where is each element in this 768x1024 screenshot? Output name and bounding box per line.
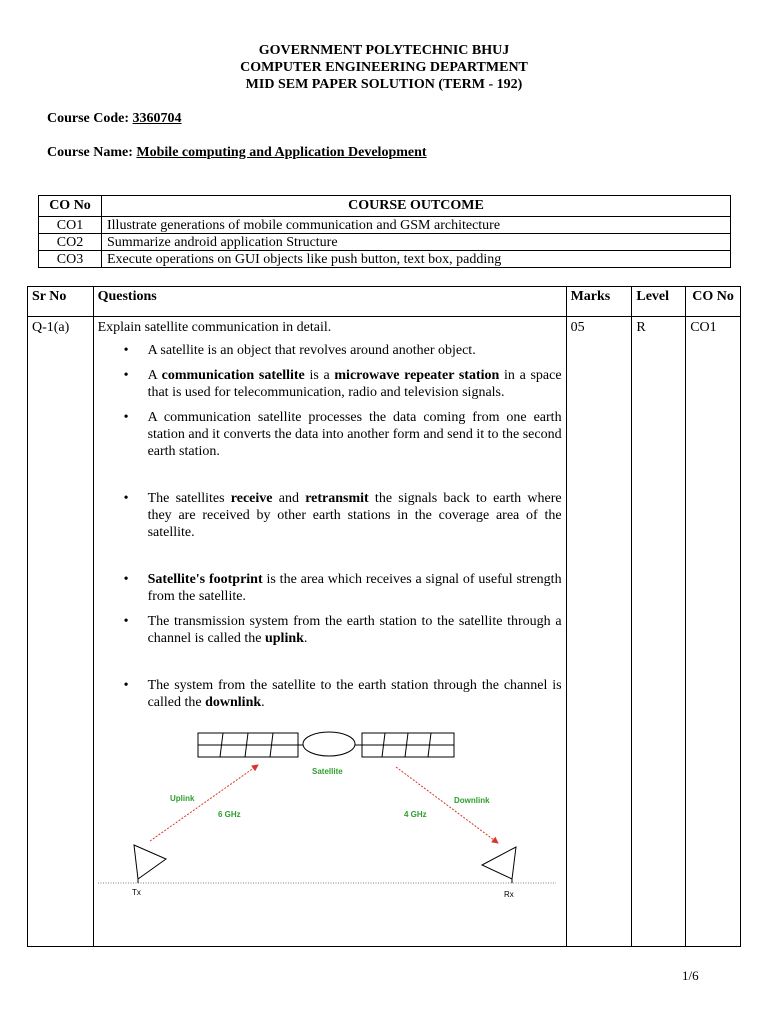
rx-antenna-icon [482, 847, 516, 883]
department-name: COMPUTER ENGINEERING DEPARTMENT [240, 60, 528, 75]
course-name-value: Mobile computing and Application Development [136, 145, 427, 160]
list-item [118, 367, 562, 401]
course-code-value: 3360704 [132, 111, 182, 126]
bold-term: communication satellite [161, 368, 305, 383]
satellite-label: Satellite [311, 767, 343, 776]
bullet-text: in a space that is used for telecommunication, radio and television signals. [147, 368, 562, 400]
question-table-header [28, 287, 741, 317]
institute-name: GOVERNMENT POLYTECHNIC BHUJ [258, 43, 510, 58]
downlink-frequency: 4 GHz [403, 810, 427, 819]
list-item [118, 409, 562, 460]
bullet-text: The satellites [147, 491, 231, 506]
level-cell: R [632, 317, 686, 947]
paper-title: MID SEM PAPER SOLUTION (TERM - 192) [245, 77, 523, 92]
table-row [39, 234, 731, 251]
sr-no-header: Sr No [28, 287, 94, 317]
rx-label: Rx [503, 890, 514, 899]
satellite-diagram-graphic [98, 719, 562, 919]
course-code [47, 111, 182, 127]
document-header [0, 42, 768, 93]
bullet-text: The transmission system from the earth station to the satellite through a channel is called the [147, 614, 562, 646]
bold-term: Satellite's footprint [147, 572, 263, 587]
course-outcome-table [38, 195, 731, 268]
marks-header: Marks [566, 287, 632, 317]
co-outcome-cell: Execute operations on GUI objects like push button, text box, padding [102, 251, 731, 268]
tx-label: Tx [131, 888, 141, 897]
bullet-text: is the area which receives a signal of useful strength from the satellite. [147, 572, 562, 604]
co-no-cell: CO1 [686, 317, 741, 947]
co-no-header: CO No [686, 287, 741, 317]
question-text: Explain satellite communication in detail. [97, 320, 332, 335]
bullet-text: A [147, 368, 162, 383]
course-outcome-header: COURSE OUTCOME [102, 196, 731, 217]
bullet-text: . [261, 695, 265, 710]
co-outcome-cell: Summarize android application Structure [102, 234, 731, 251]
questions-header: Questions [93, 287, 566, 317]
bullet-text: is a [304, 368, 335, 383]
co-no-header: CO No [39, 196, 102, 217]
list-item [118, 613, 562, 647]
course-code-label: Course Code: [47, 111, 130, 126]
downlink-label: Downlink [453, 796, 490, 805]
page-number: 1/6 [682, 968, 699, 983]
table-row [28, 317, 741, 947]
bold-term: uplink [264, 631, 304, 646]
co-table-header [39, 196, 731, 217]
question-cell [93, 317, 566, 947]
satellite-diagram [98, 719, 562, 919]
bullet-text: A satellite is an object that revolves around another object. [147, 343, 476, 358]
uplink-label: Uplink [169, 794, 195, 803]
bullet-text: A communication satellite processes the data coming from one earth station and it converts the data into another form and send it to the second earth station. [147, 410, 562, 459]
co-no-cell: CO1 [39, 217, 102, 234]
bold-term: downlink [205, 695, 262, 710]
uplink-frequency: 6 GHz [217, 810, 241, 819]
marks-cell: 05 [566, 317, 632, 947]
uplink-arrow [150, 765, 258, 841]
bullet-text: and [272, 491, 306, 506]
answer-bullet-list [98, 342, 562, 711]
satellite-icon [198, 732, 454, 757]
bold-term: microwave repeater station [334, 368, 500, 383]
level-header: Level [632, 287, 686, 317]
list-item [118, 677, 562, 711]
table-row [39, 217, 731, 234]
co-no-cell: CO3 [39, 251, 102, 268]
list-item [118, 571, 562, 605]
bold-term: retransmit [305, 491, 369, 506]
tx-antenna-icon [134, 845, 166, 883]
course-name-label: Course Name: [47, 145, 133, 160]
sr-no-cell: Q-1(a) [28, 317, 94, 947]
co-outcome-cell: Illustrate generations of mobile communication and GSM architecture [102, 217, 731, 234]
bullet-text: . [303, 631, 308, 646]
downlink-arrow [396, 767, 498, 843]
bullet-text: the signals back to earth where they are received by other earth stations in the coverage area of the satellite. [147, 491, 562, 540]
table-row [39, 251, 731, 268]
question-table [27, 286, 741, 947]
course-name [47, 145, 427, 161]
bold-term: receive [230, 491, 273, 506]
co-no-cell: CO2 [39, 234, 102, 251]
list-item [118, 490, 562, 541]
bullet-text: The system from the satellite to the earth station through the channel is called the [147, 678, 562, 710]
list-item [118, 342, 562, 359]
